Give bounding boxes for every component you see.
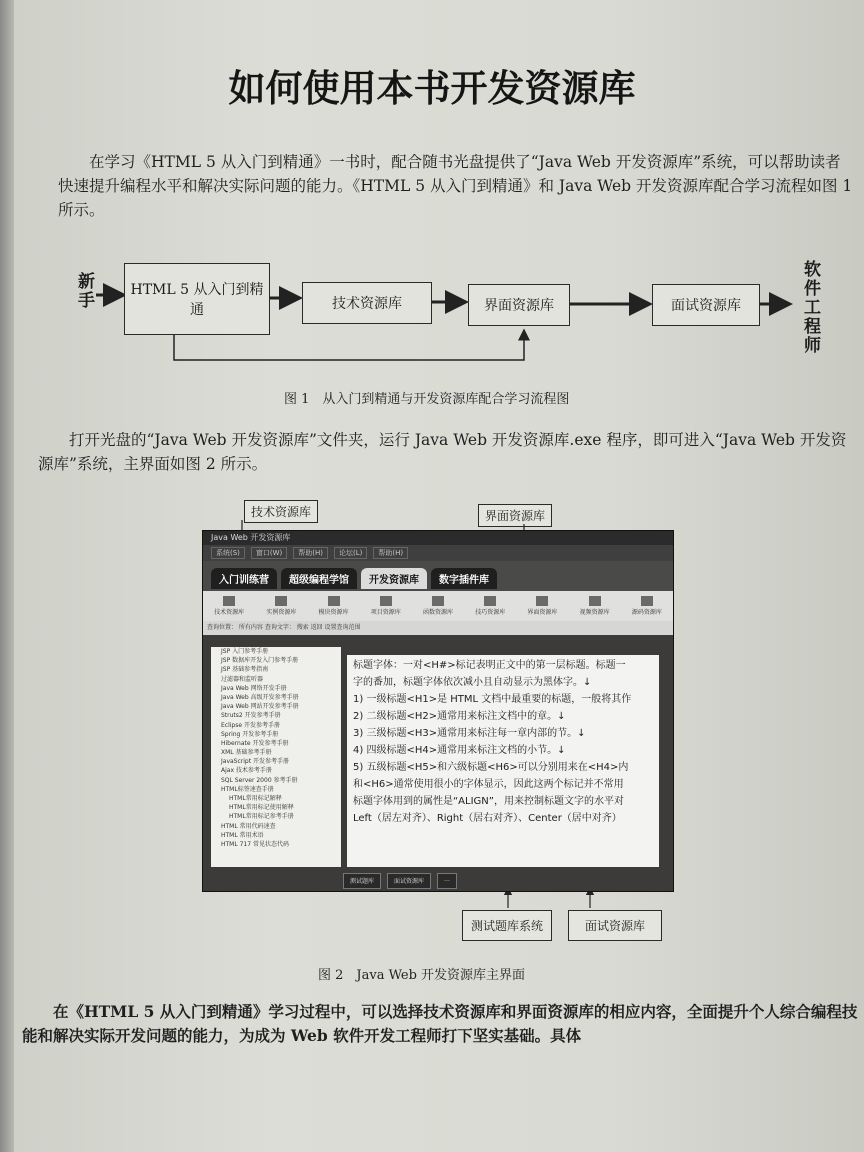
tab-programming[interactable]: 超级编程学馆 [281, 568, 357, 589]
tree-item[interactable]: HTML 717 常见状态代码 [221, 840, 289, 848]
tool-button[interactable]: 模块资源库 [319, 596, 349, 616]
tree-item[interactable]: 过滤器和监听器 [221, 675, 264, 683]
closing-paragraph: 在《HTML 5 从入门到精通》学习过程中，可以选择技术资源库和界面资源库的相应内容，全面提升个人综合编程技能和解决实际开发问题的能力，为成为 Web 软件开发工程师打下坚实基础。具体 [22, 1002, 858, 1045]
tree-item[interactable]: Eclipse 开发参考手册 [221, 721, 280, 729]
flow-box-ui: 界面资源库 [468, 284, 570, 326]
flow-box-tech: 技术资源库 [302, 282, 432, 324]
callout-ui: 界面资源库 [478, 504, 552, 527]
tree-item[interactable]: Hibernate 开发参考手册 [221, 739, 289, 747]
open-disc-paragraph: 打开光盘的“Java Web 开发资源库”文件夹，运行 Java Web 开发资源库.exe 程序，即可进入“Java Web 开发资源库”系统，主界面如图 2 所示。 [38, 431, 847, 473]
menu-item[interactable]: 窗口(W) [251, 547, 287, 559]
figure2-caption: 图 2 Java Web 开发资源库主界面 [318, 968, 526, 983]
content-panel [347, 655, 659, 867]
bottom-button[interactable]: 测试题库 [343, 873, 381, 889]
content-line: 5) 五级标题<H5>和六级标题<H6>可以分别用来在<H4>内 [353, 762, 629, 773]
tool-button[interactable]: 视频资源库 [580, 596, 610, 616]
tree-item[interactable]: HTML常用标记参考手册 [229, 813, 294, 821]
callout-interview: 面试资源库 [568, 910, 662, 941]
tool-button[interactable]: 源码资源库 [632, 596, 662, 616]
tree-panel [211, 647, 341, 867]
content-line: 3) 三级标题<H3>通常用来标注每一章内部的节。↓ [353, 728, 586, 739]
tool-button[interactable]: 项目资源库 [371, 596, 401, 616]
app-menubar [203, 545, 673, 561]
tree-item[interactable]: HTML标签速查手册 [221, 785, 274, 793]
tab-dev-resources[interactable]: 开发资源库 [361, 568, 427, 589]
tool-button[interactable]: 实例资源库 [266, 596, 296, 616]
tab-plugins[interactable]: 数字插件库 [431, 568, 497, 589]
tree-item[interactable]: Java Web 网络开发手册 [221, 684, 287, 692]
figure1-caption: 图 1 从入门到精通与开发资源库配合学习流程图 [284, 392, 570, 407]
tree-item[interactable]: SQL Server 2000 参考手册 [221, 776, 298, 784]
callout-test: 测试题库系统 [462, 910, 552, 941]
menu-item[interactable]: 帮助(H) [293, 547, 328, 559]
resource-icon [536, 596, 548, 606]
app-searchbar[interactable]: 查询位置： 所有内容 查询文字： 搜索 返回 设置查询范围 [203, 621, 673, 635]
tab-intro[interactable]: 入门训练营 [211, 568, 277, 589]
resource-icon [380, 596, 392, 606]
resource-icon [589, 596, 601, 606]
tree-item[interactable]: HTML常用标记解释 [229, 795, 282, 802]
bottom-bar [343, 873, 457, 889]
content-line: 标题字体：一对<H#>标记表明正文中的第一层标题。标题一 [353, 660, 626, 671]
menu-item[interactable]: 帮助(H) [373, 547, 408, 559]
tree-item[interactable]: Ajax 技术参考手册 [221, 767, 272, 775]
tree-item[interactable]: XML 基础参考手册 [221, 749, 272, 757]
tree-item[interactable]: Struts2 开发参考手册 [221, 712, 281, 720]
resource-icon [484, 596, 496, 606]
callout-tech: 技术资源库 [244, 500, 318, 523]
menu-item[interactable]: 系统(S) [211, 547, 245, 559]
resource-icon [641, 596, 653, 606]
flow-box-interview: 面试资源库 [652, 284, 760, 326]
tree-item[interactable]: JSP 数据库开发入门参考手册 [221, 657, 299, 665]
tree-item[interactable]: JSP 入门参考手册 [221, 648, 269, 655]
flow-box-html5: HTML 5 从入门到精通 [124, 263, 270, 335]
tree-item[interactable]: Java Web 高级开发参考手册 [221, 693, 299, 701]
content-line: 4) 四级标题<H4>通常用来标注文档的小节。↓ [353, 745, 566, 756]
app-toolbar [203, 591, 673, 621]
content-line: 标题字体用到的属性是“ALIGN”，用来控制标题文字的水平对 [353, 796, 624, 807]
tree-item[interactable]: Spring 开发参考手册 [221, 730, 279, 738]
bottom-button[interactable]: … [437, 873, 457, 889]
tree-item[interactable]: HTML 常用术语 [221, 831, 264, 839]
page-title: 如何使用本书开发资源库 [228, 67, 636, 110]
tool-button[interactable]: 函数资源库 [423, 596, 453, 616]
tree-item[interactable]: JavaScript 开发参考手册 [221, 758, 289, 766]
content-line: 2) 二级标题<H2>通常用来标注文档中的章。↓ [353, 711, 566, 722]
resource-icon [223, 596, 235, 606]
flow-end-label: 软件工程师 [800, 260, 820, 355]
content-line: Left（居左对齐）、Right（居右对齐）、Center（居中对齐） [353, 813, 622, 824]
tree-item[interactable]: Java Web 网站开发参考手册 [221, 703, 299, 711]
content-line: 字的番加，标题字体依次减小且自动显示为黑体字。↓ [353, 677, 592, 688]
tree-item[interactable]: HTML常用标记使用解释 [229, 804, 294, 812]
content-line: 1) 一级标题<H1>是 HTML 文档中最重要的标题，一般将其作 [353, 694, 632, 705]
tool-button[interactable]: 技术资源库 [214, 596, 244, 616]
app-tabs [203, 561, 673, 591]
tool-button[interactable]: 技巧资源库 [475, 596, 505, 616]
menu-item[interactable]: 论坛(L) [334, 547, 367, 559]
tree-item[interactable]: JSP 基础参考指南 [221, 666, 269, 674]
app-screenshot [202, 530, 674, 892]
tree-item[interactable]: HTML 常用代码速查 [221, 822, 276, 830]
bottom-button[interactable]: 面试资源库 [387, 873, 431, 889]
intro-paragraph: 在学习《HTML 5 从入门到精通》一书时，配合随书光盘提供了“Java Web 开发资源库”系统，可以帮助读者快速提升编程水平和解决实际问题的能力。《HTML 5 从入门到精通》和 Java Web 开发资源库配合学习流程如图 1 所示。 [58, 153, 853, 219]
resource-icon [328, 596, 340, 606]
tool-button[interactable]: 界面资源库 [527, 596, 557, 616]
resource-icon [275, 596, 287, 606]
app-titlebar: Java Web 开发资源库 [203, 531, 673, 545]
content-line: 和<H6>通常使用很小的字体显示，因此这两个标记并不常用 [353, 779, 624, 790]
resource-icon [432, 596, 444, 606]
flow-start-label: 新手 [74, 272, 94, 310]
